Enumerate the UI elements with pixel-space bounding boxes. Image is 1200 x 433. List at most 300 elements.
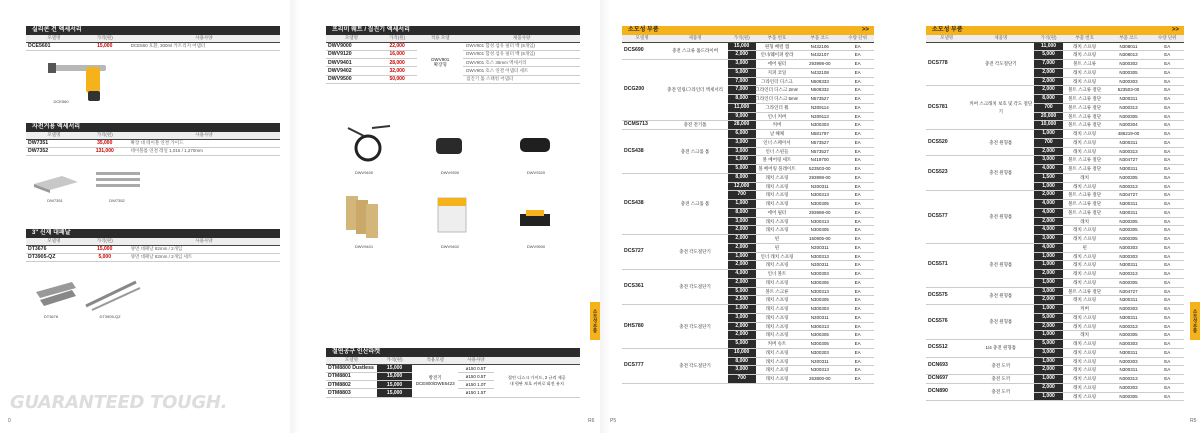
unit-cell: EA: [1150, 261, 1184, 270]
spec-cell: ø150 0.5T: [458, 372, 494, 380]
part-name-cell: 래치 스프링: [756, 322, 799, 331]
part-name-cell: 래치 스프링: [756, 182, 799, 191]
unit-cell: EA: [841, 51, 874, 60]
unit-cell: EA: [1150, 173, 1184, 182]
part-code-cell: N300303: [1107, 383, 1151, 392]
unit-cell: EA: [1150, 252, 1184, 261]
price-cell: 2,000: [1034, 147, 1062, 156]
part-name-cell: 래치 스프링: [1063, 383, 1107, 392]
unit-cell: EA: [1150, 296, 1184, 305]
price-cell: 1,000: [1034, 182, 1062, 191]
planer-blade-set-image: [82, 276, 142, 316]
model-cell: DTM8803: [326, 389, 377, 397]
price-cell: 4,000: [1034, 208, 1062, 217]
unit-cell: EA: [1150, 103, 1184, 112]
table-row: [26, 245, 280, 253]
price-cell: 2,000: [728, 322, 756, 331]
part-name-cell: 핀: [1063, 243, 1107, 252]
part-name-cell: 래치 스프링: [756, 261, 799, 270]
col-header: 모델명: [26, 238, 82, 245]
part-code-cell: N432107: [798, 51, 841, 60]
model-cell: DWV9401: [326, 59, 377, 67]
part-code-cell: N300313: [798, 322, 841, 331]
table-row: [926, 191, 1184, 200]
filter-bag-image: [432, 192, 472, 242]
unit-cell: EA: [841, 138, 874, 147]
col-header: 가격(원): [82, 132, 128, 139]
price-cell: 1,000: [1034, 261, 1062, 270]
part-code-cell: N300311: [1107, 208, 1151, 217]
unit-cell: EA: [1150, 392, 1184, 401]
part-code-cell: N300305: [798, 278, 841, 287]
model-cell: DCN693: [926, 357, 967, 375]
part-code-cell: N300311: [1107, 348, 1151, 357]
col-header: 모델명: [926, 35, 967, 42]
section-title: [622, 26, 874, 35]
price-cell: 2,000: [1034, 191, 1062, 200]
part-code-cell: N300313: [1107, 322, 1151, 331]
model-cell: DCS576: [926, 305, 967, 340]
adapter-set-image: [516, 128, 556, 164]
model-cell: DCN890: [926, 383, 967, 401]
part-code-cell: N300302: [1107, 60, 1151, 69]
part-name-cell: 래치 스프링: [1063, 348, 1107, 357]
unit-cell: EA: [841, 366, 874, 375]
table-row: [926, 383, 1184, 392]
price-cell: 1,000: [1034, 305, 1062, 314]
applicable-model-cell: [412, 364, 458, 397]
table-row: [26, 253, 280, 261]
col-header: 가격(원): [728, 35, 756, 42]
part-name-cell: 핀: [756, 235, 799, 244]
unit-cell: EA: [841, 208, 874, 217]
part-code-cell: N300311: [1107, 165, 1151, 174]
unit-cell: EA: [1150, 60, 1184, 69]
part-code-cell: N573527: [798, 138, 841, 147]
table-row: [326, 42, 580, 50]
price-cell: 10,000: [728, 348, 756, 357]
page-gutter: [290, 0, 300, 433]
part-name-cell: 볼 베어링 플레이트: [756, 165, 799, 174]
part-name-cell: 볼 베어링 세트: [756, 156, 799, 165]
unit-cell: EA: [1150, 112, 1184, 121]
unit-cell: EA: [841, 252, 874, 261]
part-name-cell: 래치 스프링: [756, 331, 799, 340]
price-cell: 15,000: [728, 42, 756, 51]
insulated-racket-section: [326, 348, 580, 398]
unit-cell: EA: [1150, 51, 1184, 60]
spec-cell: DWV901 합성 섬유 필터 백 (5개입): [463, 50, 580, 58]
price-cell: 5,000: [1034, 313, 1062, 322]
col-header: 부품 번호: [1063, 35, 1107, 42]
price-cell: 2,000: [1034, 77, 1062, 86]
part-code-cell: N300311: [1107, 261, 1151, 270]
part-name-cell: 볼트 스크류 절단: [1063, 156, 1107, 165]
model-cell: DCS778: [926, 42, 967, 86]
section-title: 프리미 웨트 / 집진기 액세서리: [326, 26, 580, 35]
part-name-cell: 볼트 스크류 절단: [1063, 200, 1107, 209]
part-code-cell: 263800-00: [798, 375, 841, 384]
unit-cell: EA: [1150, 200, 1184, 209]
table-row: [26, 139, 280, 147]
part-name-cell: 인너/웨이퍼 칼라: [756, 51, 799, 60]
price-cell: 3,000: [1034, 156, 1062, 165]
price-cell: 1,000: [1034, 375, 1062, 384]
applicable-model-line: DCE800/DWE6423: [415, 381, 455, 386]
price-cell: 16,000: [377, 50, 418, 58]
part-name-cell: 래치 스프링: [1063, 252, 1107, 261]
part-code-cell: N300305: [798, 340, 841, 349]
part-code-cell: N300313: [798, 366, 841, 375]
page-number: R5: [1190, 418, 1197, 424]
product-name-cell: 충전 스크류 툴드라이버: [662, 42, 728, 60]
price-cell: 5,000: [728, 68, 756, 77]
part-code-cell: N300313: [798, 252, 841, 261]
part-code-cell: N573527: [798, 147, 841, 156]
spec-cell: 확장 대 테이블 연결 가이드: [128, 139, 280, 147]
part-name-cell: 래치 스프링: [1063, 147, 1107, 156]
price-cell: 3,000: [728, 313, 756, 322]
table-row: [622, 305, 874, 314]
part-name-cell: 래치 스프링: [1063, 278, 1107, 287]
price-cell: 4,000: [1034, 200, 1062, 209]
col-header: 가격(원): [82, 238, 128, 245]
table-row: [926, 243, 1184, 252]
col-header: 모델명: [26, 35, 82, 42]
part-name-cell: 래치 스프링: [1063, 68, 1107, 77]
table-row: [926, 130, 1184, 139]
part-name-cell: 볼트 스크류 절단: [1063, 121, 1107, 130]
model-cell: DCS727: [622, 235, 662, 270]
part-code-cell: 523503-00: [798, 165, 841, 174]
table-row: [926, 156, 1184, 165]
product-name-cell: 충전 각도절단기: [662, 270, 728, 305]
model-cell: DCN697: [926, 375, 967, 384]
model-cell: DCS781: [926, 86, 967, 130]
price-cell: 700: [728, 375, 756, 384]
table-row: [26, 42, 280, 50]
planer-blades-table: [26, 238, 280, 262]
part-code-cell: N300303: [798, 305, 841, 314]
part-name-cell: 래치 스프링: [756, 357, 799, 366]
page-3: [593, 0, 900, 433]
col-header: 적용모델: [412, 357, 458, 364]
price-cell: 8,000: [728, 95, 756, 104]
part-name-cell: 래치 스프링: [756, 366, 799, 375]
price-cell: 1,000: [728, 252, 756, 261]
unit-cell: EA: [841, 147, 874, 156]
part-name-cell: 래치 스프링: [756, 278, 799, 287]
part-code-cell: N300305: [1107, 226, 1151, 235]
bench-accessories: [26, 123, 280, 208]
product-name-cell: 1/4 충전 원형톱: [967, 340, 1034, 358]
unit-cell: EA: [841, 182, 874, 191]
col-header: 모델명: [326, 357, 377, 364]
table-row: [622, 235, 874, 244]
unit-cell: EA: [1150, 270, 1184, 279]
spec-cell: 양면 대패날 82mm / 2개입 세트: [128, 253, 280, 261]
unit-cell: EA: [1150, 357, 1184, 366]
price-cell: 2,000: [1034, 86, 1062, 95]
price-cell: 1,000: [1034, 252, 1062, 261]
part-code-cell: N304727: [1107, 191, 1151, 200]
price-cell: 1,000: [1034, 392, 1062, 401]
price-cell: 8,000: [728, 357, 756, 366]
model-cell: DWV9402: [326, 67, 377, 75]
unit-cell: EA: [841, 121, 874, 130]
part-code-cell: N300303: [1107, 340, 1151, 349]
image-caption: DWV9500: [526, 244, 546, 249]
model-cell: DCS438: [622, 173, 662, 234]
model-cell: DHS780: [622, 305, 662, 349]
price-cell: 15,000: [377, 364, 413, 372]
page-number: P5: [610, 418, 617, 424]
col-header: [494, 357, 580, 364]
price-cell: 28,000: [377, 59, 418, 67]
part-name-cell: 볼트 스크류 절단: [1063, 208, 1107, 217]
price-cell: 7,000: [728, 77, 756, 86]
product-name-cell: 커버 스크래치 보호 및 각도 절단기: [967, 86, 1034, 130]
part-code-cell: 150905-00: [798, 235, 841, 244]
part-name-cell: 에어 필터: [756, 60, 799, 69]
model-cell: DCS438: [622, 130, 662, 174]
table-row: [622, 121, 874, 130]
part-name-cell: 래치 스프링: [1063, 226, 1107, 235]
price-cell: 22,000: [377, 42, 418, 50]
part-name-cell: 볼트 스크류 절단: [1063, 103, 1107, 112]
price-cell: 1,000: [1034, 130, 1062, 139]
part-code-cell: N300311: [1107, 313, 1151, 322]
unit-cell: EA: [1150, 86, 1184, 95]
consumables-section-left: [622, 26, 874, 384]
part-name-cell: 래치 스프링: [756, 296, 799, 305]
spec-cell: DWV901 호스 연결 어댑터 세트: [463, 67, 580, 75]
part-code-cell: N300305: [1107, 217, 1151, 226]
part-name-cell: 래치 스프링: [1063, 130, 1107, 139]
model-cell: DW7351: [26, 139, 82, 147]
image-caption: DWV9402: [440, 244, 460, 249]
part-name-cell: 래치 스프링: [1063, 235, 1107, 244]
note-cell: [494, 364, 580, 397]
part-code-cell: N300305: [1107, 331, 1151, 340]
unit-cell: EA: [1150, 235, 1184, 244]
price-cell: 10,000: [1034, 121, 1062, 130]
part-name-cell: 래치 스프링: [1063, 261, 1107, 270]
silicone-gun-accessories: [26, 26, 280, 109]
part-name-cell: 그라인더 디스크 5mm: [756, 95, 799, 104]
price-cell: 35,000: [82, 139, 128, 147]
price-cell: 4,000: [728, 270, 756, 279]
price-cell: 2,000: [728, 51, 756, 60]
part-name-cell: 볼트 스크류: [1063, 60, 1107, 69]
col-header: 제품사양: [463, 35, 580, 42]
unit-cell: EA: [841, 348, 874, 357]
part-name-cell: 볼트 스크류 절단: [1063, 95, 1107, 104]
col-header: 모델명: [26, 132, 82, 139]
price-cell: 1,500: [1034, 173, 1062, 182]
model-cell: DCE5601: [26, 42, 82, 50]
part-code-cell: 293998-00: [798, 60, 841, 69]
product-name-cell: 충전 도끼: [967, 375, 1034, 384]
price-cell: 11,000: [1034, 42, 1062, 51]
part-name-cell: 인너 커버: [756, 112, 799, 121]
price-cell: 2,000: [1034, 366, 1062, 375]
unit-cell: EA: [1150, 95, 1184, 104]
part-code-cell: 523503-00: [1107, 86, 1151, 95]
double-chevron-icon: >>: [1171, 27, 1179, 33]
model-cell: DCMS713: [622, 121, 662, 130]
col-header: 부품 코드: [1107, 35, 1151, 42]
model-cell: DCG200: [622, 60, 662, 121]
part-code-cell: N300303: [798, 348, 841, 357]
col-header: 모델명: [326, 35, 377, 42]
consumables-table-right: [926, 35, 1184, 401]
unit-cell: EA: [1150, 217, 1184, 226]
price-cell: 1,000: [728, 156, 756, 165]
unit-cell: EA: [841, 287, 874, 296]
unit-cell: EA: [1150, 287, 1184, 296]
model-cell: DCS512: [926, 340, 967, 358]
price-cell: 20,000: [1034, 112, 1062, 121]
col-header: 사용사양: [128, 132, 280, 139]
part-name-cell: 래치 스프링: [1063, 357, 1107, 366]
part-code-cell: N300311: [1107, 366, 1151, 375]
unit-cell: EA: [841, 357, 874, 366]
product-name-cell: 충전 원형톱: [967, 191, 1034, 244]
part-name-cell: 날 해체: [756, 130, 799, 139]
price-cell: 3,000: [728, 147, 756, 156]
image-caption: DWV9401: [354, 244, 374, 249]
unit-cell: EA: [841, 77, 874, 86]
price-cell: 2,000: [1034, 296, 1062, 305]
model-cell: DT3905-QZ: [26, 253, 82, 261]
part-name-cell: 래치 스프링: [1063, 392, 1107, 401]
silicone-gun-table: [26, 35, 280, 51]
price-cell: 2,000: [1034, 383, 1062, 392]
part-code-cell: N300303: [1107, 77, 1151, 86]
part-code-cell: N300311: [1107, 200, 1151, 209]
spec-cell: ø150 0.5T: [458, 364, 494, 372]
price-cell: 3,000: [728, 60, 756, 69]
price-cell: 5,000: [728, 340, 756, 349]
price-cell: 2,500: [728, 296, 756, 305]
section-side-tab: 소모성 부품: [1190, 302, 1200, 340]
part-code-cell: N309113: [798, 112, 841, 121]
page-number: 0: [8, 418, 11, 424]
product-name-cell: 충전 스크롤 톱: [662, 173, 728, 234]
double-chevron-icon: >>: [861, 27, 869, 33]
applicable-model-cell: DWV901 확장형: [417, 42, 463, 83]
filter-bags-image: [342, 192, 382, 242]
part-code-cell: N300311: [1107, 138, 1151, 147]
price-cell: 3,000: [728, 366, 756, 375]
unit-cell: EA: [841, 200, 874, 209]
unit-cell: EA: [1150, 121, 1184, 130]
part-code-cell: N300305: [1107, 68, 1151, 77]
model-cell: DCS520: [926, 130, 967, 156]
part-name-cell: 에어 필터: [756, 208, 799, 217]
price-cell: 2,000: [1034, 217, 1062, 226]
price-cell: 3,000: [1034, 235, 1062, 244]
part-code-cell: N300311: [1107, 296, 1151, 305]
price-cell: 1,000: [728, 305, 756, 314]
table-row: [926, 340, 1184, 349]
part-name-cell: 래치 스프링: [1063, 322, 1107, 331]
unit-cell: EA: [841, 112, 874, 121]
part-name-cell: 볼트 스크류 절단: [1063, 191, 1107, 200]
spec-cell: DWV901 합성 섬유 필터 백 (5개입): [463, 42, 580, 50]
price-cell: 700: [728, 191, 756, 200]
part-code-cell: N300311: [798, 357, 841, 366]
part-name-cell: 래치 스프링: [1063, 42, 1107, 51]
part-code-cell: N300305: [1107, 173, 1151, 182]
part-name-cell: 래치 스프링: [1063, 313, 1107, 322]
col-header: 수량 단위: [841, 35, 874, 42]
table-row: [926, 42, 1184, 51]
col-header: 적용 모델: [417, 35, 463, 42]
col-header: 사용사양: [458, 357, 494, 364]
rail-bars-image: [94, 164, 144, 194]
part-name-cell: 커버: [1063, 305, 1107, 314]
hose-image: [342, 118, 392, 168]
planer-blade-image: [32, 276, 82, 316]
unit-cell: EA: [1150, 340, 1184, 349]
adapter-image: [430, 128, 470, 164]
product-name-cell: 충전 전기톱: [662, 121, 728, 130]
unit-cell: EA: [841, 243, 874, 252]
part-name-cell: 래치 스프링: [1063, 375, 1107, 384]
price-cell: 15,000: [377, 381, 413, 389]
page-2: [300, 0, 600, 433]
price-cell: 1,000: [1034, 278, 1062, 287]
unit-cell: EA: [841, 313, 874, 322]
unit-cell: EA: [841, 217, 874, 226]
image-caption: DW7352: [109, 198, 125, 203]
unit-cell: EA: [1150, 348, 1184, 357]
part-code-cell: N300311: [798, 243, 841, 252]
part-code-cell: N300305: [1107, 112, 1151, 121]
planer-blades: [26, 229, 280, 322]
price-cell: 9,000: [728, 112, 756, 121]
price-cell: 15,000: [82, 245, 128, 253]
unit-cell: EA: [841, 68, 874, 77]
image-caption: DW7351: [47, 198, 63, 203]
part-name-cell: 인너 스페이서: [756, 138, 799, 147]
part-name-cell: 래치 스프링: [756, 217, 799, 226]
part-code-cell: N300305: [798, 331, 841, 340]
part-code-cell: N300311: [798, 261, 841, 270]
page-4: [910, 0, 1200, 433]
table-row: [622, 348, 874, 357]
note-line: 내 원판 보호 커버로 회전 유지: [509, 380, 564, 386]
part-code-cell: N300313: [1107, 147, 1151, 156]
price-cell: 2,000: [728, 278, 756, 287]
unit-cell: EA: [1150, 130, 1184, 139]
price-cell: 4,000: [1034, 226, 1062, 235]
price-cell: 3,000: [728, 138, 756, 147]
unit-cell: EA: [841, 42, 874, 51]
product-name-cell: 충전 원형톱: [967, 305, 1034, 340]
unit-cell: EA: [1150, 68, 1184, 77]
price-cell: 5,000: [728, 165, 756, 174]
unit-cell: EA: [841, 103, 874, 112]
price-cell: 2,000: [728, 261, 756, 270]
part-code-cell: N300303: [1107, 357, 1151, 366]
bench-accessories-table: [26, 132, 280, 156]
unit-cell: EA: [1150, 156, 1184, 165]
unit-cell: EA: [841, 173, 874, 182]
part-name-cell: 커버 슈트: [756, 340, 799, 349]
